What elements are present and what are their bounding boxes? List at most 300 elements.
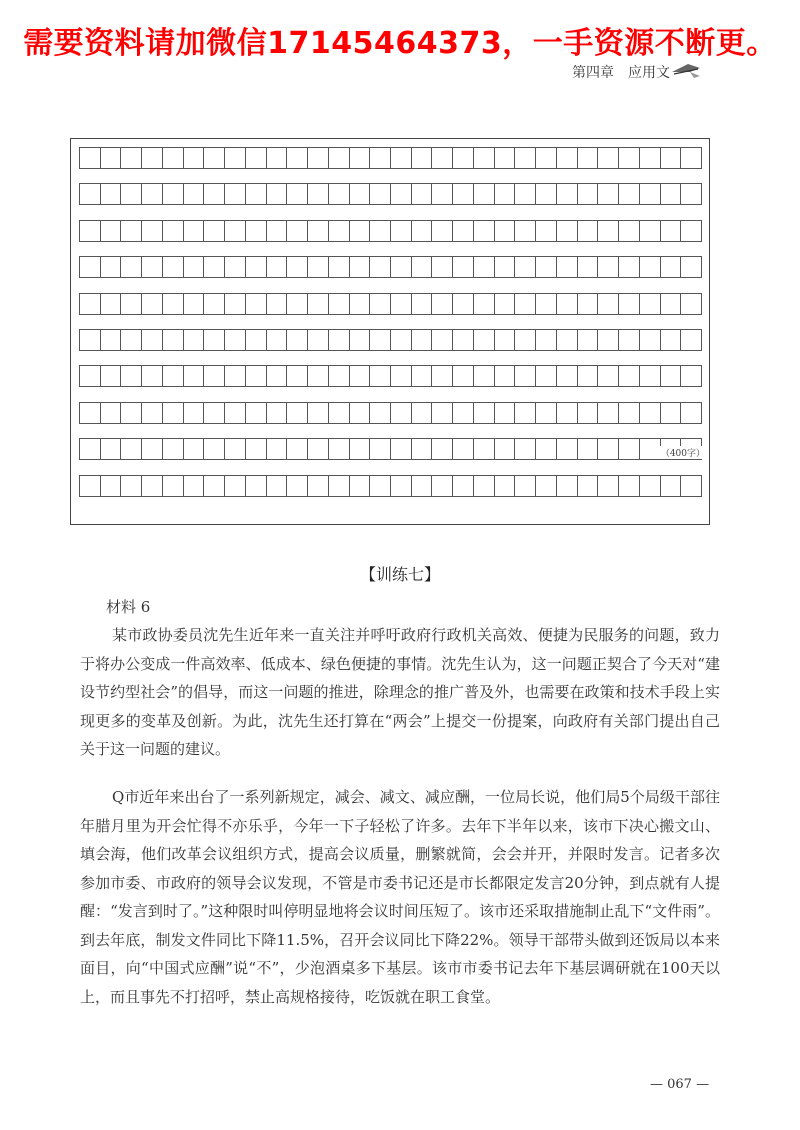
grid-cell bbox=[412, 475, 433, 497]
grid-row bbox=[79, 293, 702, 315]
grid-cell bbox=[184, 183, 205, 205]
grid-cell bbox=[578, 475, 599, 497]
grid-cell bbox=[350, 256, 371, 278]
grid-cell bbox=[495, 365, 516, 387]
grid-cell bbox=[267, 402, 288, 424]
grid-cell bbox=[80, 256, 101, 278]
grid-cell bbox=[246, 402, 267, 424]
grid-cell bbox=[350, 183, 371, 205]
grid-cell bbox=[619, 220, 640, 242]
grid-cell bbox=[412, 329, 433, 351]
grid-cell bbox=[557, 402, 578, 424]
grid-cell bbox=[80, 293, 101, 315]
grid-cell bbox=[495, 147, 516, 169]
grid-cell bbox=[184, 329, 205, 351]
grid-cell bbox=[578, 438, 599, 460]
grid-cell bbox=[121, 147, 142, 169]
grid-cell bbox=[184, 256, 205, 278]
grid-cell bbox=[308, 183, 329, 205]
grid-cell bbox=[515, 365, 536, 387]
writing-grid bbox=[70, 138, 710, 525]
grid-cell bbox=[204, 256, 225, 278]
grid-cell bbox=[536, 438, 557, 460]
grid-cell bbox=[246, 365, 267, 387]
grid-cell bbox=[267, 475, 288, 497]
grid-cell bbox=[370, 475, 391, 497]
grid-cell bbox=[619, 438, 640, 460]
grid-cell bbox=[184, 220, 205, 242]
paragraph-2: Q市近年来出台了一系列新规定，减会、减文、减应酬，一位局长说，他们局5个局级干部往年腊月里为开会忙得不亦乐乎，今年一下子轻松了许多。去年下半年以来，该市下决心搬文山、填会海，他们改革会议组织方式，提高会议质量，删繁就简，会会并开，并限时发言。记者多次参加市委、市政府的领导会议发现，不管是市委书记还是市长都限定发言20分钟，到点就有人提醒：“发言到时了。”这种限时叫停明显地将会议时间压短了。该市还采取措施制止乱下“文件雨”。到去年底，制发文件同比下降11.5%，召开会议同比下降22%。领导干部带头做到还饭局以本来面目，向“中国式应酬”说“不”，少泡酒桌多下基层。该市市委书记去年下基层调研就在100天以上，而且事先不打招呼，禁止高规格接待，吃饭就在职工食堂。 bbox=[80, 788, 720, 1006]
grid-cell bbox=[474, 475, 495, 497]
grid-cell bbox=[287, 475, 308, 497]
grid-cell bbox=[350, 475, 371, 497]
grid-cell bbox=[329, 365, 350, 387]
grid-cell bbox=[391, 183, 412, 205]
grid-cell bbox=[412, 365, 433, 387]
grid-cell bbox=[329, 147, 350, 169]
grid-cell bbox=[287, 256, 308, 278]
grid-cell bbox=[453, 256, 474, 278]
grid-cell bbox=[184, 475, 205, 497]
grid-cell bbox=[204, 365, 225, 387]
grid-cell bbox=[267, 183, 288, 205]
grid-cell bbox=[246, 220, 267, 242]
grid-cell bbox=[121, 438, 142, 460]
grid-cell bbox=[619, 256, 640, 278]
grid-cell bbox=[391, 365, 412, 387]
grid-cell bbox=[474, 438, 495, 460]
grid-cell bbox=[246, 256, 267, 278]
grid-cell bbox=[163, 475, 184, 497]
grid-cell bbox=[453, 365, 474, 387]
grid-cell bbox=[557, 293, 578, 315]
grid-cell bbox=[163, 256, 184, 278]
grid-cell bbox=[557, 147, 578, 169]
grid-cell bbox=[391, 220, 412, 242]
grid-cell bbox=[329, 402, 350, 424]
grid-cell bbox=[391, 293, 412, 315]
grid-cell bbox=[163, 329, 184, 351]
grid-cell bbox=[619, 475, 640, 497]
grid-cell bbox=[412, 256, 433, 278]
grid-cell bbox=[350, 147, 371, 169]
grid-cell bbox=[225, 220, 246, 242]
grid-cell bbox=[578, 365, 599, 387]
grid-cell bbox=[287, 402, 308, 424]
grid-cell bbox=[432, 183, 453, 205]
grid-cell bbox=[225, 293, 246, 315]
grid-cell bbox=[204, 402, 225, 424]
grid-cell bbox=[681, 329, 702, 351]
grid-cell bbox=[391, 402, 412, 424]
grid-cell bbox=[681, 402, 702, 424]
grid-cell bbox=[267, 220, 288, 242]
grid-cell bbox=[598, 365, 619, 387]
grid-cell bbox=[287, 329, 308, 351]
chapter-title: 第四章 应用文 bbox=[572, 65, 670, 81]
grid-cell bbox=[453, 438, 474, 460]
grid-cell bbox=[578, 293, 599, 315]
grid-cell bbox=[598, 475, 619, 497]
grid-cell bbox=[204, 183, 225, 205]
grid-cell bbox=[350, 220, 371, 242]
grid-cell bbox=[432, 365, 453, 387]
grid-cell bbox=[308, 256, 329, 278]
grid-row bbox=[79, 438, 702, 460]
grid-cell bbox=[578, 329, 599, 351]
grid-row bbox=[79, 475, 702, 497]
grid-cell bbox=[225, 183, 246, 205]
grid-cell bbox=[578, 147, 599, 169]
grid-cell bbox=[453, 329, 474, 351]
grid-cell bbox=[391, 475, 412, 497]
grid-cell bbox=[598, 402, 619, 424]
grid-cell bbox=[101, 183, 122, 205]
word-count-mark: （400字） bbox=[659, 446, 707, 459]
grid-cell bbox=[515, 329, 536, 351]
grid-cell bbox=[121, 293, 142, 315]
grid-cell bbox=[598, 256, 619, 278]
grid-cell bbox=[412, 147, 433, 169]
grid-cell bbox=[619, 183, 640, 205]
grid-cell bbox=[225, 147, 246, 169]
grid-cell bbox=[515, 475, 536, 497]
grid-row bbox=[79, 220, 702, 242]
grid-cell bbox=[329, 183, 350, 205]
grid-cell bbox=[681, 183, 702, 205]
grid-cell bbox=[619, 293, 640, 315]
grid-cell bbox=[225, 329, 246, 351]
grid-cell bbox=[80, 438, 101, 460]
grid-cell bbox=[495, 475, 516, 497]
grid-cell bbox=[412, 402, 433, 424]
grid-cell bbox=[80, 475, 101, 497]
grid-cell bbox=[557, 365, 578, 387]
grid-cell bbox=[204, 220, 225, 242]
grid-cell bbox=[329, 220, 350, 242]
grid-cell bbox=[370, 293, 391, 315]
grid-cell bbox=[101, 329, 122, 351]
grid-cell bbox=[495, 438, 516, 460]
grid-cell bbox=[101, 293, 122, 315]
grid-cell bbox=[308, 475, 329, 497]
grid-cell bbox=[101, 438, 122, 460]
grid-cell bbox=[329, 329, 350, 351]
grid-cell bbox=[495, 293, 516, 315]
grid-cell bbox=[101, 402, 122, 424]
grid-cell bbox=[536, 256, 557, 278]
grid-cell bbox=[536, 183, 557, 205]
grid-cell bbox=[142, 329, 163, 351]
grid-row bbox=[79, 147, 702, 169]
grid-cell bbox=[661, 475, 682, 497]
grid-cell bbox=[121, 183, 142, 205]
grid-cell bbox=[681, 220, 702, 242]
grid-cell bbox=[557, 329, 578, 351]
grid-cell bbox=[350, 329, 371, 351]
grid-cell bbox=[495, 402, 516, 424]
grid-cell bbox=[640, 293, 661, 315]
grid-cell bbox=[391, 329, 412, 351]
grid-cell bbox=[142, 365, 163, 387]
grid-cell bbox=[184, 293, 205, 315]
grid-cell bbox=[578, 220, 599, 242]
grid-cell bbox=[661, 402, 682, 424]
pen-icon bbox=[670, 60, 704, 84]
grid-cell bbox=[308, 293, 329, 315]
grid-cell bbox=[391, 438, 412, 460]
grid-cell bbox=[640, 220, 661, 242]
grid-cell bbox=[432, 147, 453, 169]
grid-cell bbox=[142, 402, 163, 424]
grid-cell bbox=[661, 183, 682, 205]
grid-cell bbox=[204, 475, 225, 497]
grid-cell bbox=[432, 220, 453, 242]
grid-cell bbox=[495, 220, 516, 242]
grid-cell bbox=[681, 256, 702, 278]
grid-cell bbox=[640, 256, 661, 278]
grid-cell bbox=[515, 402, 536, 424]
grid-cell bbox=[474, 183, 495, 205]
grid-cell bbox=[80, 220, 101, 242]
grid-cell bbox=[619, 402, 640, 424]
grid-cell bbox=[536, 402, 557, 424]
grid-cell bbox=[578, 256, 599, 278]
grid-cell bbox=[474, 329, 495, 351]
grid-cell bbox=[536, 293, 557, 315]
grid-cell bbox=[308, 365, 329, 387]
grid-cell bbox=[474, 365, 495, 387]
grid-cell bbox=[142, 220, 163, 242]
grid-cell bbox=[246, 329, 267, 351]
grid-cell bbox=[225, 256, 246, 278]
grid-cell bbox=[370, 147, 391, 169]
grid-cell bbox=[246, 293, 267, 315]
grid-cell bbox=[184, 365, 205, 387]
material-label: 材料 6 bbox=[106, 598, 151, 616]
grid-cell bbox=[391, 256, 412, 278]
grid-cell bbox=[432, 475, 453, 497]
grid-cell bbox=[287, 183, 308, 205]
grid-cell bbox=[308, 147, 329, 169]
grid-cell bbox=[453, 183, 474, 205]
grid-cell bbox=[101, 475, 122, 497]
grid-cell bbox=[515, 256, 536, 278]
grid-cell bbox=[121, 329, 142, 351]
grid-row bbox=[79, 256, 702, 278]
grid-cell bbox=[453, 147, 474, 169]
grid-cell bbox=[536, 365, 557, 387]
grid-cell bbox=[142, 293, 163, 315]
grid-cell bbox=[308, 220, 329, 242]
grid-cell bbox=[370, 220, 391, 242]
grid-cell bbox=[350, 438, 371, 460]
grid-cell bbox=[474, 256, 495, 278]
grid-cell bbox=[598, 329, 619, 351]
grid-cell bbox=[536, 147, 557, 169]
grid-cell bbox=[101, 365, 122, 387]
grid-cell bbox=[142, 475, 163, 497]
grid-cell bbox=[598, 147, 619, 169]
grid-cell bbox=[598, 183, 619, 205]
grid-cell bbox=[163, 183, 184, 205]
grid-cell bbox=[661, 365, 682, 387]
grid-cell bbox=[308, 438, 329, 460]
grid-cell bbox=[474, 402, 495, 424]
grid-cell bbox=[121, 402, 142, 424]
grid-cell bbox=[412, 438, 433, 460]
grid-cell bbox=[515, 438, 536, 460]
grid-cell bbox=[329, 475, 350, 497]
grid-cell bbox=[350, 402, 371, 424]
grid-cell bbox=[370, 365, 391, 387]
grid-cell bbox=[163, 293, 184, 315]
page-number: — 067 — bbox=[650, 1077, 710, 1092]
grid-cell bbox=[267, 147, 288, 169]
grid-cell bbox=[453, 402, 474, 424]
chapter-header bbox=[572, 62, 670, 82]
grid-cell bbox=[432, 438, 453, 460]
grid-cell bbox=[453, 220, 474, 242]
grid-cell bbox=[370, 402, 391, 424]
grid-cell bbox=[329, 438, 350, 460]
grid-cell bbox=[661, 256, 682, 278]
grid-cell bbox=[163, 402, 184, 424]
grid-cell bbox=[515, 293, 536, 315]
grid-cell bbox=[557, 256, 578, 278]
grid-cell bbox=[329, 256, 350, 278]
grid-cell bbox=[598, 220, 619, 242]
grid-cell bbox=[225, 438, 246, 460]
grid-cell bbox=[432, 402, 453, 424]
grid-cell bbox=[267, 329, 288, 351]
grid-cell bbox=[515, 220, 536, 242]
grid-cell bbox=[101, 256, 122, 278]
grid-cell bbox=[329, 293, 350, 315]
grid-cell bbox=[246, 183, 267, 205]
grid-cell bbox=[80, 402, 101, 424]
paragraph-1: 某市政协委员沈先生近年来一直关注并呼吁政府行政机关高效、便捷为民服务的问题，致力于将办公变成一件高效率、低成本、绿色便捷的事情。沈先生认为，这一问题正契合了今天对“建设节约型社会”的倡导，而这一问题的推进，除理念的推广普及外，也需要在政策和技术手段上实现更多的变革及创新。为此，沈先生还打算在“两会”上提交一份提案，向政府有关部门提出自己关于这一问题的建议。 bbox=[80, 626, 720, 758]
grid-cell bbox=[204, 329, 225, 351]
grid-cell bbox=[142, 183, 163, 205]
grid-cell bbox=[640, 365, 661, 387]
watermark-text: 需要资料请加微信17145464373，一手资源不断更。 bbox=[23, 26, 777, 61]
grid-cell bbox=[80, 183, 101, 205]
grid-cell bbox=[204, 293, 225, 315]
grid-cell bbox=[308, 329, 329, 351]
grid-cell bbox=[515, 183, 536, 205]
grid-cell bbox=[287, 147, 308, 169]
grid-cell bbox=[474, 147, 495, 169]
grid-cell bbox=[121, 475, 142, 497]
grid-cell bbox=[661, 293, 682, 315]
grid-cell bbox=[640, 475, 661, 497]
grid-cell bbox=[536, 220, 557, 242]
grid-cell bbox=[495, 329, 516, 351]
grid-cell bbox=[287, 293, 308, 315]
grid-cell bbox=[225, 402, 246, 424]
grid-cell bbox=[412, 220, 433, 242]
grid-cell bbox=[661, 329, 682, 351]
grid-cell bbox=[661, 147, 682, 169]
grid-cell bbox=[640, 402, 661, 424]
grid-cell bbox=[287, 220, 308, 242]
grid-cell bbox=[121, 365, 142, 387]
grid-cell bbox=[80, 365, 101, 387]
grid-cell bbox=[453, 293, 474, 315]
grid-cell bbox=[267, 293, 288, 315]
grid-cell bbox=[370, 329, 391, 351]
grid-row bbox=[79, 365, 702, 387]
grid-cell bbox=[308, 402, 329, 424]
grid-cell bbox=[640, 147, 661, 169]
grid-row bbox=[79, 329, 702, 351]
grid-cell bbox=[640, 183, 661, 205]
grid-cell bbox=[432, 256, 453, 278]
grid-cell bbox=[287, 438, 308, 460]
grid-cell bbox=[225, 475, 246, 497]
grid-cell bbox=[163, 147, 184, 169]
grid-cell bbox=[267, 438, 288, 460]
grid-cell bbox=[101, 147, 122, 169]
grid-cell bbox=[246, 438, 267, 460]
grid-cell bbox=[578, 183, 599, 205]
grid-cell bbox=[370, 438, 391, 460]
grid-cell bbox=[163, 365, 184, 387]
grid-cell bbox=[246, 475, 267, 497]
grid-cell bbox=[163, 220, 184, 242]
grid-cell bbox=[101, 220, 122, 242]
grid-cell bbox=[121, 256, 142, 278]
grid-cell bbox=[267, 365, 288, 387]
grid-cell bbox=[370, 256, 391, 278]
grid-row bbox=[79, 402, 702, 424]
grid-cell bbox=[142, 256, 163, 278]
grid-cell bbox=[557, 220, 578, 242]
grid-row bbox=[79, 183, 702, 205]
grid-cell bbox=[267, 256, 288, 278]
grid-cell bbox=[661, 220, 682, 242]
grid-cell bbox=[204, 147, 225, 169]
grid-cell bbox=[557, 438, 578, 460]
grid-cell bbox=[287, 365, 308, 387]
grid-cell bbox=[184, 147, 205, 169]
grid-cell bbox=[184, 438, 205, 460]
grid-cell bbox=[598, 293, 619, 315]
grid-cell bbox=[350, 293, 371, 315]
grid-cell bbox=[432, 329, 453, 351]
grid-cell bbox=[184, 402, 205, 424]
grid-cell bbox=[80, 329, 101, 351]
grid-cell bbox=[681, 147, 702, 169]
grid-cell bbox=[681, 365, 702, 387]
grid-cell bbox=[578, 402, 599, 424]
grid-cell bbox=[536, 475, 557, 497]
grid-cell bbox=[619, 147, 640, 169]
grid-cell bbox=[163, 438, 184, 460]
grid-cell bbox=[225, 365, 246, 387]
grid-cell bbox=[80, 147, 101, 169]
grid-cell bbox=[640, 438, 661, 460]
grid-cell bbox=[350, 365, 371, 387]
grid-cell bbox=[681, 293, 702, 315]
grid-cell bbox=[412, 183, 433, 205]
grid-cell bbox=[495, 183, 516, 205]
grid-cell bbox=[391, 147, 412, 169]
grid-cell bbox=[557, 475, 578, 497]
grid-cell bbox=[474, 220, 495, 242]
grid-cell bbox=[204, 438, 225, 460]
